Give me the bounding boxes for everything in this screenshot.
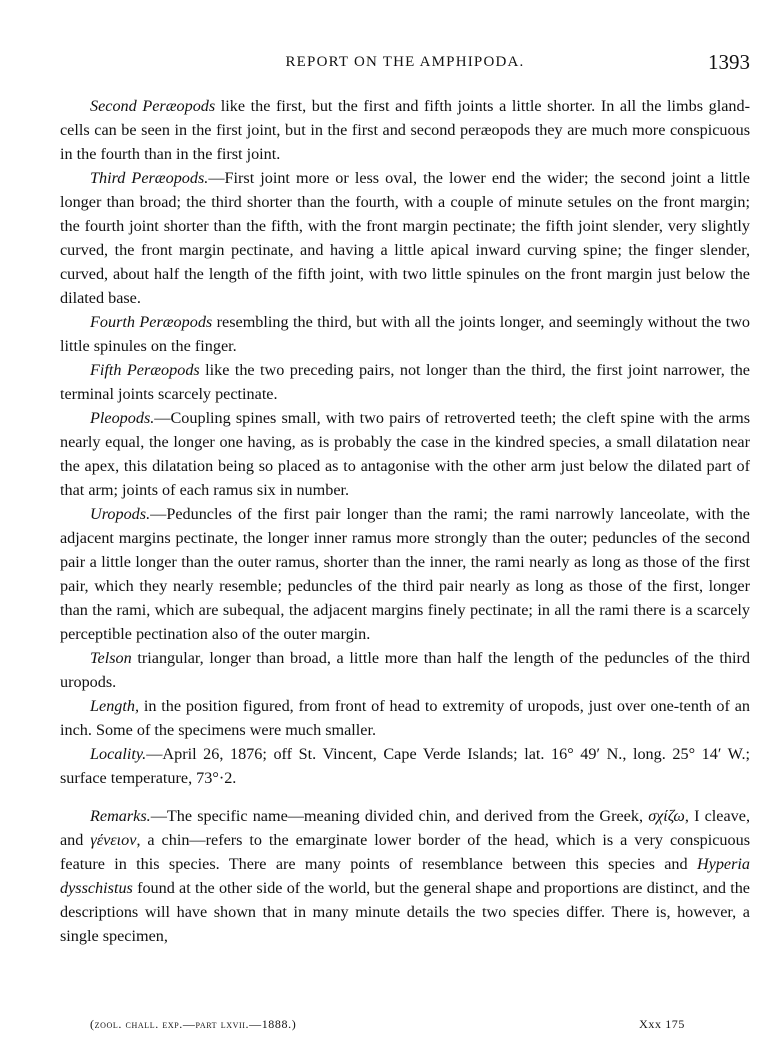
- paragraph-lead: Uropods.: [90, 505, 151, 523]
- footer-signature-mark: Xxx 175: [639, 1017, 685, 1031]
- body-text: [60, 94, 750, 948]
- paragraph-text: found at the other side of the world, but the general shape and proportions are distinct, and the descriptions will have shown that in many minute details the two species differ. There is, however, a single specimen,: [60, 879, 750, 945]
- greek-word: γένειον: [90, 831, 137, 849]
- paragraph-lead: Third Peræopods.: [90, 169, 209, 187]
- paragraph-text: —Coupling spines small, with two pairs of retroverted teeth; the cleft spine with the arms nearly equal, the longer one having, as is probably the case in the kindred species, a small dilatation near the apex, this dilatation being so placed as to antagonise with the other arm just below the dilated part of that arm; joints of each ramus six in number.: [60, 409, 750, 499]
- paragraph-text: in the position figured, from front of head to extremity of uropods, just over one-tenth of an inch. Some of the specimens were much smaller.: [60, 697, 750, 739]
- paragraph-lead: Pleopods.: [90, 409, 155, 427]
- paragraph-lead: Fourth Peræopods: [90, 313, 213, 331]
- paragraph-telson: [60, 646, 750, 694]
- paragraph-lead: Second Peræopods: [90, 97, 216, 115]
- paragraph-fifth-pereopods: [60, 358, 750, 406]
- paragraph-lead: Telson: [90, 649, 132, 667]
- page-footer: [90, 1017, 685, 1037]
- paragraph-text: like the two preceding pairs, not longer than the third, the first joint narrower, the terminal joints scarcely pectinate.: [60, 361, 750, 403]
- running-title: REPORT ON THE AMPHIPODA.: [285, 54, 525, 70]
- paragraph-text: —First joint more or less oval, the lower end the wider; the second joint a little longer than broad; the third shorter than the fourth, with a couple of minute setules on the front margin; the fourth joint shorter than the fifth, with the front margin pectinate; the fifth joint slender, very slightly curved, the front margin pectinate, and having a little apical inward curving spine; the finger slender, curved, about half the length of the fifth joint, with two little spinules on the front margin just below the dilated base.: [60, 169, 750, 307]
- paragraph-lead: Fifth Peræopods: [90, 361, 200, 379]
- paragraph-locality: [60, 742, 750, 790]
- paragraph-text: triangular, longer than broad, a little more than half the length of the peduncles of the third uropods.: [60, 649, 750, 691]
- paragraph-lead: Length,: [90, 697, 140, 715]
- paragraph-length: [60, 694, 750, 742]
- paragraph-remarks: [60, 804, 750, 948]
- paragraph-text: resembling the third, but with all the joints longer, and seemingly without the two little spinules on the finger.: [60, 313, 750, 355]
- paragraph-text: , I cleave, and: [60, 807, 750, 849]
- page-header: [60, 50, 750, 78]
- paragraph-text: like the first, but the first and fifth joints a little shorter. In all the limbs gland-cells can be seen in the first joint, but in the first and second peræopods they are much more conspicuous in the fourth than in the first joint.: [60, 97, 750, 163]
- paragraph-text: , a chin—refers to the emarginate lower border of the head, which is a very conspicuous feature in this species. There are many points of resemblance between this species and: [60, 831, 750, 873]
- paragraph-text: —April 26, 1876; off St. Vincent, Cape Verde Islands; lat. 16° 49′ N., long. 25° 14′ W.; surface temperature, 73°·2.: [60, 745, 750, 787]
- paragraph-pleopods: [60, 406, 750, 502]
- paragraph-third-pereopods: [60, 166, 750, 310]
- paragraph-lead: Locality.: [90, 745, 147, 763]
- paragraph-fourth-pereopods: [60, 310, 750, 358]
- paragraph-text: —Peduncles of the first pair longer than the rami; the rami narrowly lanceolate, with the adjacent margins pectinate, the longer inner ramus more strongly than the outer; peduncles of the second pair a little longer than the outer ramus, shorter than the inner, the rami nearly as long as those of the first pair, which they nearly resemble; peduncles of the third pair nearly as long as those of the first, longer than the rami, which are subequal, the adjacent margins finely pectinate; in all the rami there is a scarcely perceptible pectination also of the outer margin.: [60, 505, 750, 643]
- footer-series-note: (zool. chall. exp.—part lxvii.—1888.): [90, 1017, 297, 1031]
- page-number: 1393: [708, 50, 750, 74]
- greek-word: σχίζω: [648, 807, 685, 825]
- paragraph-text: —The specific name—meaning divided chin, and derived from the Greek,: [150, 807, 649, 825]
- paragraph-uropods: [60, 502, 750, 646]
- paragraph-lead: Remarks.: [90, 807, 151, 825]
- species-name: Hyperia dysschistus: [60, 855, 750, 897]
- paragraph-second-pereopods: [60, 94, 750, 166]
